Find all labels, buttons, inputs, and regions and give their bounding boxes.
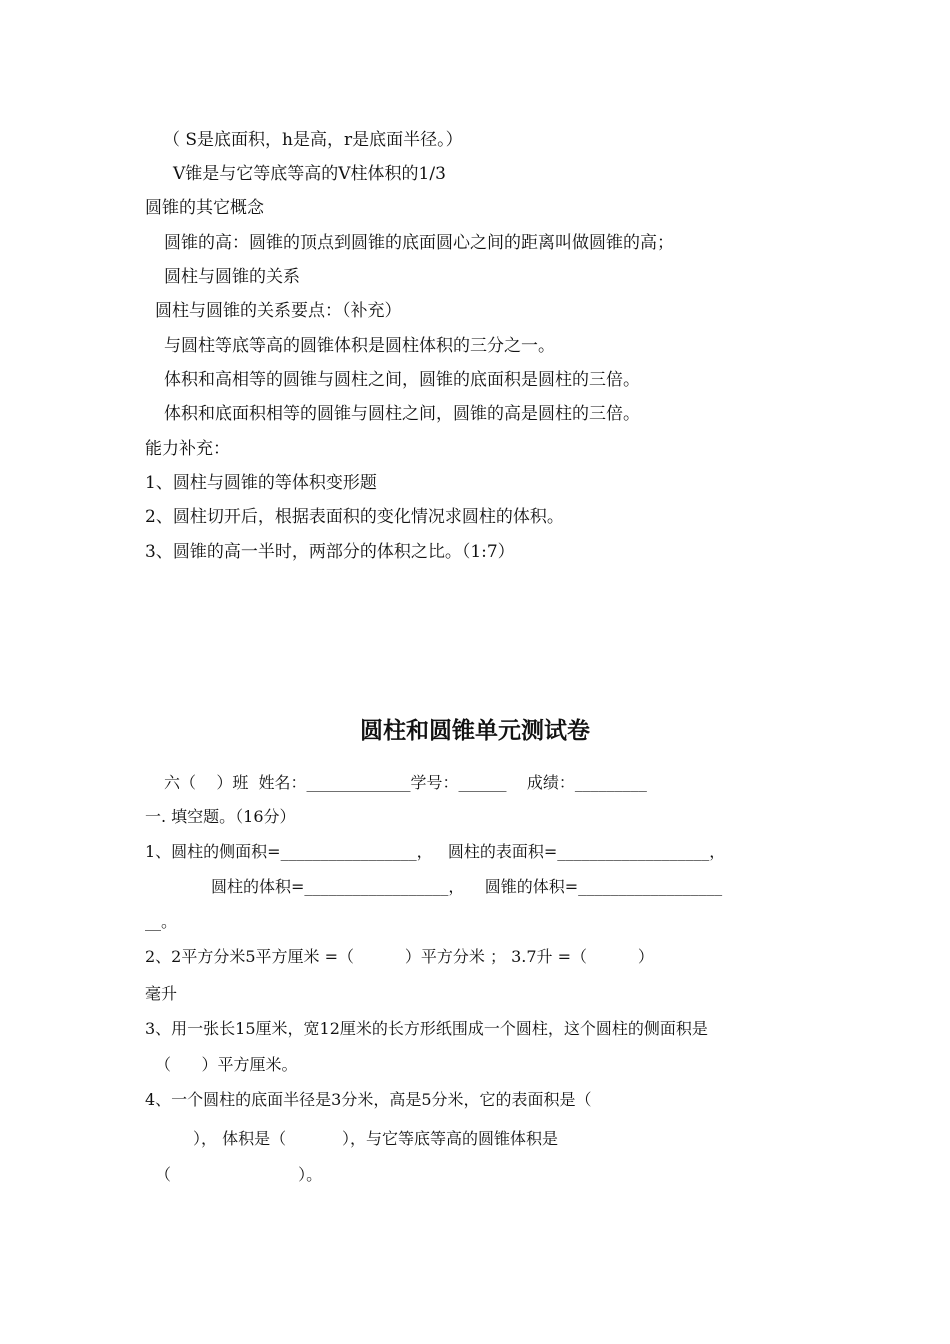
ability-item-2: 2、圆柱切开后，根据表面积的变化情况求圆柱的体积。 [145,507,564,527]
question-1-line-1: 1、圆柱的侧面积=_________________， 圆柱的表面积=___________________， [145,842,726,861]
relation-point-1: 与圆柱等底等高的圆锥体积是圆柱体积的三分之一。 [164,336,555,356]
section-fill-blank: 一. 填空题。（16分） [145,807,296,826]
question-4-line-3: （ ）。 [155,1165,323,1184]
question-2-line-1: 2、2平方分米5平方厘米 =（ ）平方分米 ； 3.7升 =（ ） [145,947,654,966]
ability-item-1: 1、圆柱与圆锥的等体积变形题 [145,473,377,493]
ability-item-3: 3、圆锥的高一半时，两部分的体积之比。（1:7） [145,542,515,562]
question-1-line-2: 圆柱的体积=__________________， 圆锥的体积=__________________ [211,877,723,896]
relation-points-heading: 圆柱与圆锥的关系要点：（补充） [155,301,402,321]
ability-heading: 能力补充： [145,439,230,459]
student-info-line: 六（ ）班 姓名：_____________学号：______ 成绩：_________ [164,773,647,792]
relation-point-3: 体积和底面积相等的圆锥与圆柱之间，圆锥的高是圆柱的三倍。 [164,404,640,424]
question-4-line-2: ）， 体积是（ ），与它等底等高的圆锥体积是 [193,1129,559,1148]
formula-note: （ S是底面积，h是高，r是底面半径。） [163,130,463,150]
relation-point-2: 体积和高相等的圆锥与圆柱之间，圆锥的底面积是圆柱的三倍。 [164,370,640,390]
relation-heading: 圆柱与圆锥的关系 [164,267,300,287]
volume-relation: V锥是与它等底等高的V柱体积的1/3 [173,164,446,184]
question-3-line-2: （ ）平方厘米。 [155,1055,298,1074]
exam-title: 圆柱和圆锥单元测试卷 [360,718,590,744]
question-1-line-3: __。 [145,912,178,931]
question-3-line-1: 3、用一张长15厘米，宽12厘米的长方形纸围成一个圆柱，这个圆柱的侧面积是 [145,1019,708,1038]
other-concepts-heading: 圆锥的其它概念 [145,198,264,218]
question-4-line-1: 4、一个圆柱的底面半径是3分米，高是5分米，它的表面积是（ [145,1090,592,1109]
question-2-line-2: 毫升 [145,984,178,1003]
cone-height-definition: 圆锥的高：圆锥的顶点到圆锥的底面圆心之间的距离叫做圆锥的高； [164,233,674,253]
